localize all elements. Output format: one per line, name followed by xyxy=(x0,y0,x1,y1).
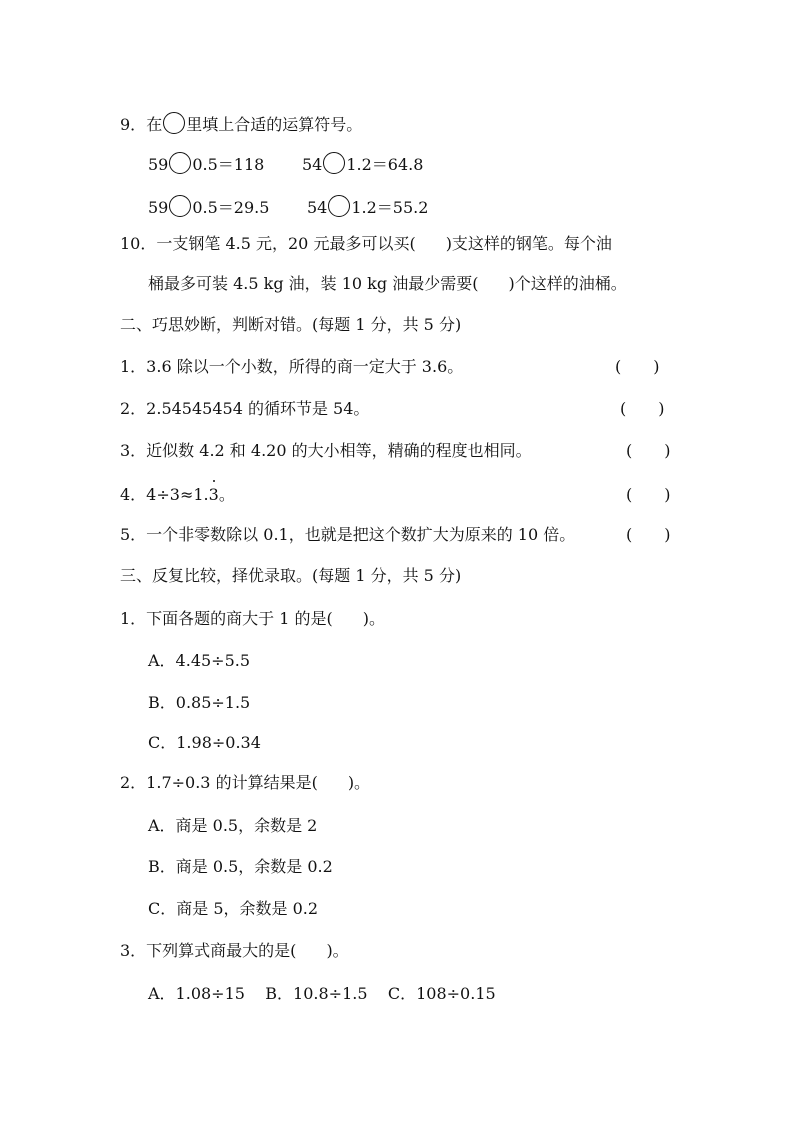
q9-item-1-a: 59 xyxy=(148,155,169,174)
q10-line-1-b: )支这样的钢笔。每个油 xyxy=(445,234,612,253)
choice-q3-stem-b: )。 xyxy=(326,941,349,960)
q9-item-2-a: 54 xyxy=(302,155,323,174)
q9-item-3-b: 0.5＝29.5 xyxy=(192,198,270,217)
paren-close: ) xyxy=(664,441,671,460)
q10-line-2 xyxy=(148,273,627,295)
choice-q3-stem-a: 3．下列算式商最大的是( xyxy=(120,941,297,960)
judge-paren-1[interactable] xyxy=(615,356,660,378)
choice-q1-option-c[interactable]: C．1.98÷0.34 xyxy=(148,733,261,752)
q9-stem xyxy=(120,112,362,136)
judge-paren-5[interactable] xyxy=(626,524,671,546)
judge-item-2: 2．2.54545454 的循环节是 54。 xyxy=(120,399,370,418)
judge-item-1: 1．3.6 除以一个小数，所得的商一定大于 3.6。 xyxy=(120,357,464,376)
judge-item-4-post: 。 xyxy=(218,485,235,504)
q10-line-1-a: 一支钢笔 4.5 元，20 元最多可以买( xyxy=(156,234,416,253)
judge-paren-2[interactable] xyxy=(620,398,665,420)
choice-q1-option-a[interactable]: A．4.45÷5.5 xyxy=(148,651,251,670)
blank-circle[interactable] xyxy=(163,112,185,134)
q10-line-1 xyxy=(120,233,612,255)
section3-title: 三、反复比较，择优录取。(每题 1 分，共 5 分) xyxy=(120,566,462,585)
paren-close: ) xyxy=(658,399,665,418)
q9-number: 9． xyxy=(120,115,147,134)
blank-circle[interactable] xyxy=(169,195,191,217)
q9-item-4-a: 54 xyxy=(307,198,328,217)
choice-q1-stem xyxy=(120,608,385,630)
paren-open: ( xyxy=(626,525,633,544)
choice-q2-stem xyxy=(120,772,370,794)
q9-item-4 xyxy=(307,195,428,219)
section2-title: 二、巧思妙断，判断对错。(每题 1 分，共 5 分) xyxy=(120,315,462,334)
judge-item-4-pre: 4．4÷3≈1. xyxy=(120,485,209,504)
choice-q2-option-c[interactable]: C．商是 5，余数是 0.2 xyxy=(148,899,319,918)
choice-q2-stem-a: 2．1.7÷0.3 的计算结果是( xyxy=(120,773,318,792)
paren-open: ( xyxy=(620,399,627,418)
choice-q1-option-b[interactable]: B．0.85÷1.5 xyxy=(148,693,251,712)
blank-circle[interactable] xyxy=(323,152,345,174)
q9-item-3 xyxy=(148,195,269,219)
paren-close: ) xyxy=(664,525,671,544)
paren-open: ( xyxy=(615,357,622,376)
choice-q3-stem xyxy=(120,940,349,962)
q10-line-2-a: 桶最多可装 4.5 kg 油，装 10 kg 油最少需要( xyxy=(148,274,479,293)
choice-q2-option-b[interactable]: B．商是 0.5，余数是 0.2 xyxy=(148,857,333,876)
judge-item-5: 5．一个非零数除以 0.1，也就是把这个数扩大为原来的 10 倍。 xyxy=(120,525,576,544)
blank-circle[interactable] xyxy=(328,195,350,217)
q10-number: 10． xyxy=(120,234,157,253)
choice-q3-options[interactable]: A．1.08÷15 B．10.8÷1.5 C．108÷0.15 xyxy=(148,984,496,1003)
choice-q1-stem-a: 1．下面各题的商大于 1 的是( xyxy=(120,609,333,628)
q9-item-2 xyxy=(302,152,423,176)
judge-paren-4[interactable] xyxy=(626,484,671,506)
blank-circle[interactable] xyxy=(169,152,191,174)
q9-item-2-b: 1.2＝64.8 xyxy=(346,155,424,174)
choice-q1-stem-b: )。 xyxy=(362,609,386,628)
repeating-digit: 3 xyxy=(208,485,219,504)
q9-stem-post: 里填上合适的运算符号。 xyxy=(186,115,363,134)
judge-item-3: 3．近似数 4.2 和 4.20 的大小相等，精确的程度也相同。 xyxy=(120,441,532,460)
q9-item-3-a: 59 xyxy=(148,198,169,217)
judge-paren-3[interactable] xyxy=(626,440,671,462)
q9-item-4-b: 1.2＝55.2 xyxy=(351,198,429,217)
paren-open: ( xyxy=(626,485,633,504)
choice-q2-option-a[interactable]: A．商是 0.5，余数是 2 xyxy=(148,816,318,835)
paren-close: ) xyxy=(664,485,671,504)
q9-item-1 xyxy=(148,152,264,176)
paren-open: ( xyxy=(626,441,633,460)
q10-line-2-b: )个这样的油桶。 xyxy=(508,274,627,293)
judge-item-4 xyxy=(120,484,235,506)
paren-close: ) xyxy=(653,357,660,376)
q9-item-1-b: 0.5＝118 xyxy=(192,155,265,174)
choice-q2-stem-b: )。 xyxy=(347,773,371,792)
q9-stem-pre: 在 xyxy=(146,115,163,134)
